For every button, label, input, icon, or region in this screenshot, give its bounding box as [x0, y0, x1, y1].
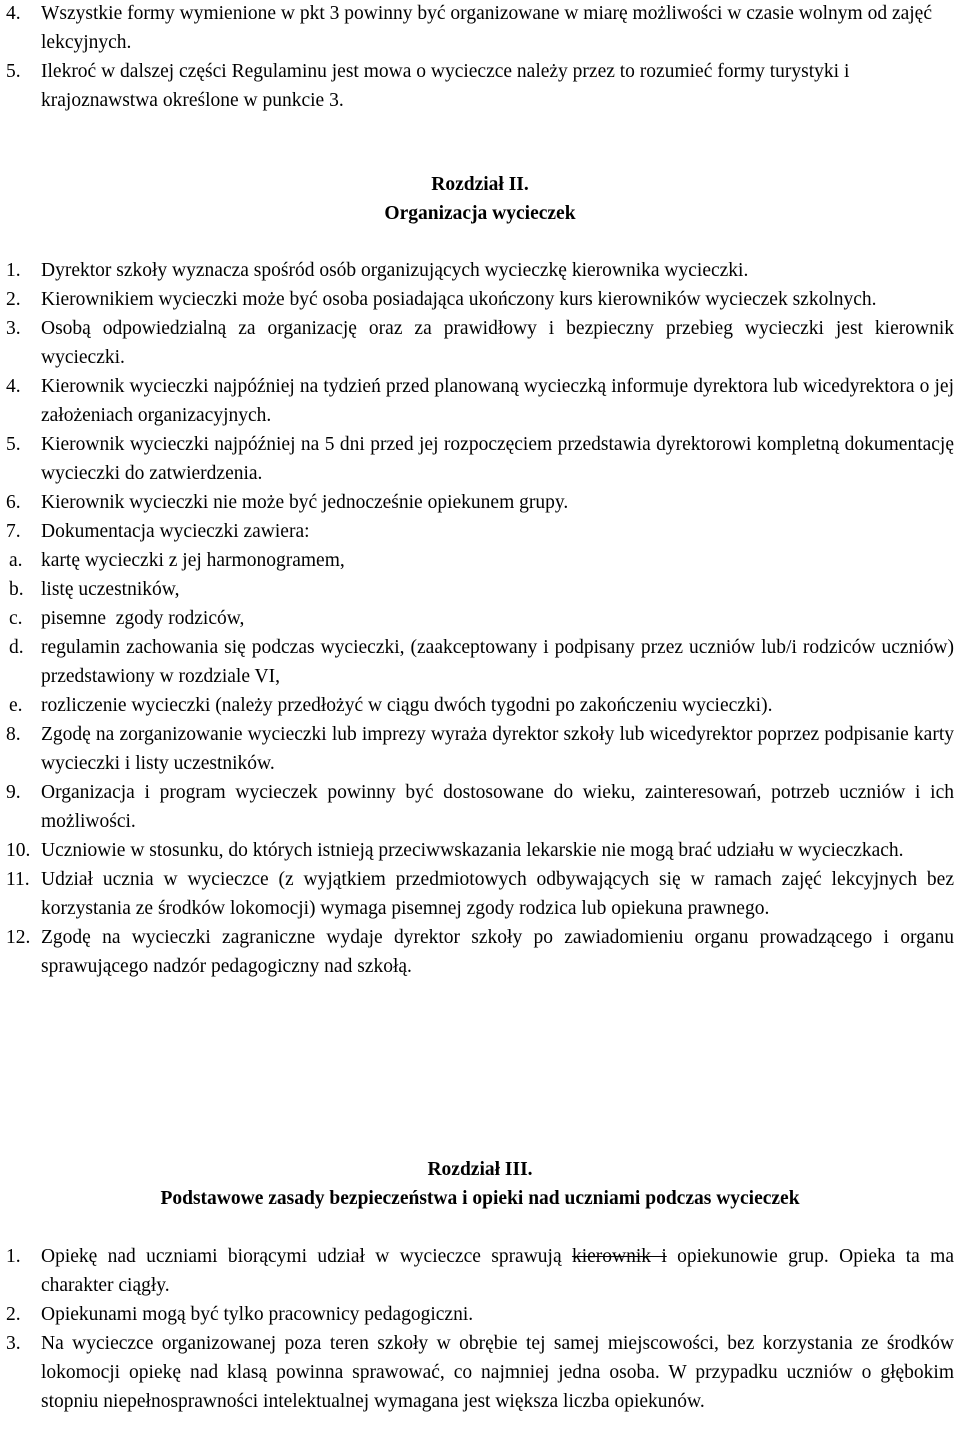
list-item — [0, 517, 960, 546]
item-number: 5. — [6, 61, 21, 82]
item-text: Kierownik wycieczki nie może być jednocześnie opiekunem grupy. — [41, 492, 569, 513]
item-number: 9. — [6, 782, 21, 803]
sub-item-letter: e. — [9, 695, 23, 716]
list-item — [0, 923, 960, 981]
item-text: Kierownik wycieczki najpóźniej na 5 dni przed jej rozpoczęciem przedstawia dyrektorowi kompletną dokumentację wycieczki do zatwierdzenia. — [41, 434, 954, 484]
item-text: Osobą odpowiedzialną za organizację oraz za prawidłowy i bezpieczny przebieg wycieczki jest kierownik wycieczki. — [41, 318, 954, 368]
item-number: 2. — [6, 289, 21, 310]
item-text: Kierownikiem wycieczki może być osoba posiadająca ukończony kurs kierowników wycieczek szkolnych. — [41, 289, 877, 310]
intro-list — [0, 0, 960, 115]
list-item — [0, 836, 960, 865]
item-text: Zgodę na zorganizowanie wycieczki lub imprezy wyraża dyrektor szkoły lub wicedyrektor poprzez podpisanie karty wycieczki i listy uczestników. — [41, 724, 954, 774]
item-number: 8. — [6, 724, 21, 745]
list-item — [0, 372, 960, 430]
list-item — [0, 57, 960, 115]
sub-item-letter: a. — [9, 550, 23, 571]
sub-item-text: rozliczenie wycieczki (należy przedłożyć w ciągu dwóch tygodni po zakończeniu wycieczki). — [41, 695, 773, 716]
item-text: Wszystkie formy wymienione w pkt 3 powinny być organizowane w miarę możliwości w czasie wolnym od zajęć lekcyjnych. — [41, 3, 932, 53]
struck-text: kierownik i — [571, 1246, 667, 1267]
item-text: Opiekunami mogą być tylko pracownicy pedagogiczni. — [41, 1304, 474, 1325]
sub-item-text: pisemne zgody rodziców, — [41, 608, 245, 629]
sub-item-letter: d. — [9, 637, 24, 658]
list-item — [0, 430, 960, 488]
sub-list-item — [0, 691, 960, 720]
item-number: 5. — [6, 434, 21, 455]
list-item — [0, 0, 960, 57]
item-text: Udział ucznia w wycieczce (z wyjątkiem przedmiotowych odbywających się w ramach zajęć lekcyjnych bez korzystania ze środków lokomocji) wymaga pisemnej zgody rodzica lub opiekuna prawnego. — [41, 869, 954, 919]
item-text-before: Opiekę nad uczniami biorącymi udział w wycieczce sprawują — [41, 1246, 572, 1267]
item-text: Dyrektor szkoły wyznacza spośród osób organizujących wycieczkę kierownika wycieczki. — [41, 260, 749, 281]
chapter-title: Rozdział II. — [431, 174, 529, 195]
list-item — [0, 865, 960, 923]
item-text: Ilekroć w dalszej części Regulaminu jest mowa o wycieczce należy przez to rozumieć formy turystyki i krajoznawstwa określone w punkcie 3. — [41, 61, 850, 111]
item-number: 1. — [6, 260, 21, 281]
sub-item-letter: c. — [9, 608, 23, 629]
chapter-subtitle: Podstawowe zasady bezpieczeństwa i opieki nad uczniami podczas wycieczek — [160, 1188, 800, 1209]
item-text-after: opiekunowie grup. Opieka ta ma charakter ciągły. — [41, 1246, 954, 1296]
item-text: Dokumentacja wycieczki zawiera: — [41, 521, 310, 542]
item-number: 2. — [6, 1304, 21, 1325]
item-number: 10. — [6, 840, 31, 861]
chapter3-list — [0, 1242, 960, 1416]
list-item — [0, 778, 960, 836]
item-number: 1. — [6, 1246, 21, 1267]
list-item — [0, 720, 960, 778]
list-item — [0, 1329, 960, 1416]
item-number: 6. — [6, 492, 21, 513]
item-text — [41, 1242, 954, 1300]
list-item — [0, 488, 960, 517]
item-text: Organizacja i program wycieczek powinny być dostosowane do wieku, zainteresowań, potrzeb uczniów i ich możliwości. — [41, 782, 954, 832]
sub-list-item — [0, 575, 960, 604]
sub-item-text: kartę wycieczki z jej harmonogramem, — [41, 550, 345, 571]
sub-item-text: regulamin zachowania się podczas wycieczki, (zaakceptowany i podpisany przez uczniów lub/i rodziców uczniów) przedstawiony w rozdziale VI, — [41, 637, 954, 687]
list-item — [0, 1300, 960, 1329]
sub-item-letter: b. — [9, 579, 24, 600]
item-number: 4. — [6, 376, 21, 397]
item-number: 12. — [6, 927, 31, 948]
sub-list-item — [0, 604, 960, 633]
item-text: Zgodę na wycieczki zagraniczne wydaje dyrektor szkoły po zawiadomieniu organu prowadzącego i organu sprawującego nadzór pedagogiczny nad szkołą. — [41, 927, 954, 977]
sub-list-item — [0, 633, 960, 691]
item-number: 7. — [6, 521, 21, 542]
item-number: 3. — [6, 1333, 21, 1354]
sub-item-text: listę uczestników, — [41, 579, 180, 600]
chapter-title: Rozdział III. — [427, 1159, 533, 1180]
item-number: 3. — [6, 318, 21, 339]
sub-list-item — [0, 546, 960, 575]
chapter-subtitle: Organizacja wycieczek — [384, 203, 576, 224]
item-number: 11. — [6, 869, 30, 890]
item-number: 4. — [6, 3, 21, 24]
list-item — [0, 256, 960, 285]
list-item — [0, 314, 960, 372]
item-text: Na wycieczce organizowanej poza teren szkoły w obrębie tej samej miejscowości, bez korzystania ze środków lokomocji opiekę nad klasą powinna sprawować, co najmniej jedna osoba. W przypadku uczniów o głębokim stopniu niepełnosprawności intelektualnej wymagana jest większa liczba opiekunów. — [41, 1333, 954, 1412]
list-item — [0, 1242, 960, 1300]
item-text: Kierownik wycieczki najpóźniej na tydzień przed planowaną wycieczką informuje dyrektora lub wicedyrektora o jej założeniach organizacyjnych. — [41, 376, 954, 426]
item-text: Uczniowie w stosunku, do których istnieją przeciwwskazania lekarskie nie mogą brać udziału w wycieczkach. — [41, 840, 904, 861]
list-item — [0, 285, 960, 314]
chapter2-list — [0, 256, 960, 981]
